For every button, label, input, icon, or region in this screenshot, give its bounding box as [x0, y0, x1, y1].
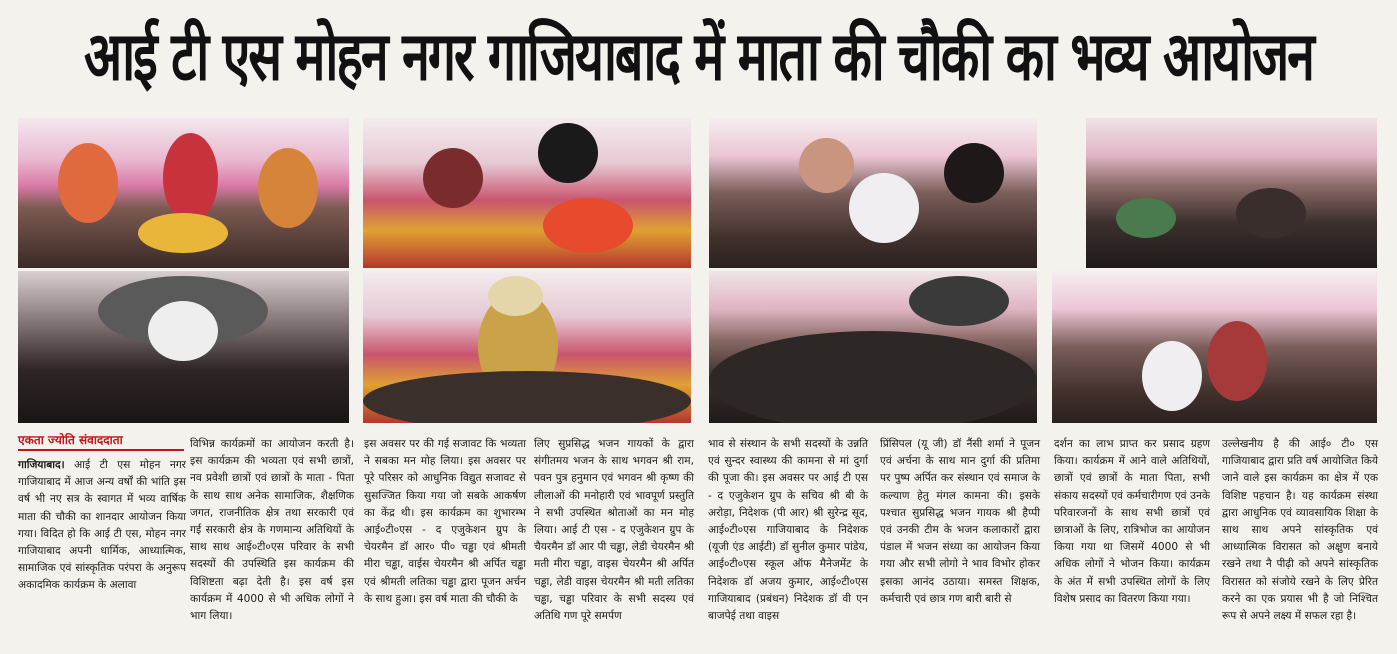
article-column-4: लिए सुप्रसिद्ध भजन गायकों के द्वारा संगीतमय भजन के साथ भगवन श्री राम, पवन पुत्र हनुमान एवं भगवन श्री कृष्ण की लीलाओं की मनोहारी एवं भावपूर्ण प्रस्तुति ने सभी उपस्थित श्रोताओं का मन मोह लिया। आई टी एस - द एजुकेशन ग्रुप के चैयरमैन डॉ आर पी चड्ढा, लेडी चेयरमैन श्री मती मीरा चड्ढा, वाइस चेयरमैन श्री अर्पित चड्ढा, लेडी वाइस चेयरमैन श्री मती लतिका चड्ढा, चड्ढा परिवार के सभी सदस्य एवं अतिथि गण पूरे समर्पण	[534, 438, 694, 623]
dateline: गाजियाबाद।	[18, 459, 65, 471]
photo-deity-idols	[18, 118, 349, 268]
photo-front-row-guests	[1052, 271, 1377, 423]
column-1-text: आई टी एस मोहन नगर गाजियाबाद में आज अन्य वर्षों की भांति इस वर्ष भी नए सत्र के स्वागत में भव्य वार्षिक माता की चौकी का शानदार आयोजन किया गया। विदित हो कि आई टी एस, मोहन नगर गाजियाबाद अपनी धार्मिक, आध्यात्मिक, सामाजिक एवं सांस्कृतिक परंपरा के अनुरूप अकादमिक कार्यक्रम के अलावा	[18, 459, 186, 592]
photo-large-audience	[709, 271, 1037, 423]
photo-puja-ritual	[363, 118, 691, 268]
photo-dignitaries-praying	[709, 118, 1037, 268]
byline-rule	[18, 449, 184, 451]
byline: एकता ज्योति संवाददाता	[18, 433, 123, 447]
photo-stage-crowd	[18, 271, 349, 423]
article-column-6: प्रिंसिपल (यू जी) डॉ नैंसी शर्मा ने पूजन एवं अर्चना के साथ मान दुर्गा की प्रतिमा पर पुष्प अर्पित कर संस्थान एवं समाज के कल्याण हेतु मंगल कामना की। इसके पश्चात सुप्रसिद्ध भजन गायक श्री हैप्पी एवं उनकी टीम के भजन कलाकारों द्वारा पंडाल में भजन संध्या का आयोजन किया गया और सभी लोगो ने भाव विभोर होकर इसका आनंद उठाया। समस्त शिक्षक, कर्मचारी एवं छात्र गण बारी बारी से	[880, 438, 1040, 605]
article-column-2: विभिन्न कार्यक्रमों का आयोजन करती है। इस कार्यक्रम की भव्यता एवं सभी छात्रों, नव प्रवेशी छात्रों एवं छात्रों के माता - पिता के साथ साथ अनेक सामाजिक, शैक्षणिक जगत, राजनीतिक क्षेत्र तथा सरकारी एवं गई सरकारी क्षेत्र के गणमान्य अतिथियों के साथ साथ आई०टी०एस परिवार के सभी सदस्यों की उपस्थिति इस कार्यक्रम की विशिष्टता बढ़ा देती है। इस वर्ष इस कार्यक्रम में 4000 से भी अधिक लोगों ने भाग लिया।	[190, 438, 354, 623]
headline	[0, 4, 1397, 104]
headline-text: आई टी एस मोहन नगर गाजियाबाद में माता की चौकी का भव्य आयोजन	[84, 17, 1313, 96]
article-column-5: भाव से संस्थान के सभी सदस्यों के उन्नति एवं सुन्दर स्वास्थ्य की कामना से मां दुर्गा की पूजा की। इस अवसर पर आई टी एस - द एजुकेशन ग्रुप के सचिव श्री बी के अरोड़ा, निदेशक (पी आर) श्री सुरेन्द्र सूद, आई०टी०एस गाजियाबाद के निदेशक (यूजी एंड आईटी) डॉ सुनील कुमार पांडेय, आई०टी०एस स्कूल ऑफ मैनेजमेंट के निदेशक डॉ अजय कुमार, आई०टी०एस गाजियाबाद (प्रबंधन) निदेशक डॉ वी एन बाजपेई तथा वाइस	[708, 438, 868, 623]
article-column-1	[18, 457, 186, 595]
article-column-8: उल्लेखनीय है की आई० टी० एस गाजियाबाद द्वारा प्रति वर्ष आयोजित किये जाने वाले इस कार्यक्रम का क्षेत्र में एक विशिष्ट पहचान है। यह कार्यक्रम संस्था द्वारा आधुनिक एवं व्यावसायिक शिक्षा के साथ साथ अपने सांस्कृतिक एवं आध्यात्मिक विरासत को अक्षुण बनाये रखने तथा नै पीढ़ी को अपने सांस्कृतिक विरासत को संजोये रखने के लिए प्रेरित करने का एक प्रयास भी है जो निश्चित रूप से अपने लक्ष्य में सफल रहा है।	[1222, 438, 1378, 623]
article-column-7: दर्शन का लाभ प्राप्त कर प्रसाद ग्रहण किया। कार्यक्रम में आने वाले अतिथियों, छात्रों एवं छात्रों के माता पिता, सभी संकाय सदस्यों एवं कर्मचारीगण एवं उनके परिवारजनों के साथ सभी छात्रों एवं छात्राओं के लिए, रात्रिभोज का आयोजन किया गया था जिसमें 4000 से भी अधिक लोगों ने भोजन किया। कार्यक्रम के अंत में सभी उपस्थित लोगों के लिए विशेष प्रसाद का वितरण किया गया।	[1054, 438, 1210, 605]
article-column-3: इस अवसर पर की गई सजावट कि भव्यता ने सबका मन मोह लिया। इस अवसर पर पूरे परिसर को आधुनिक विद्युत सजावट से सुसज्जित किया गया जो सबके आकर्षण का केंद्र थी। इस कार्यक्रम का शुभारम्भ आई०टी०एस - द एजुकेशन ग्रुप के चेयरमैन डॉ आर० पी० चड्ढा एवं श्रीमती मीरा चड्ढा, वाईस चेयरमैन श्री अर्पित चड्ढा एवं श्रीमती लतिका चड्ढा द्वारा पूजन अर्चन के साथ हुआ। इस वर्ष माता की चौकी के	[364, 438, 526, 605]
photo-audience-seated	[1086, 118, 1377, 268]
photo-hanuman-performer	[363, 271, 691, 423]
